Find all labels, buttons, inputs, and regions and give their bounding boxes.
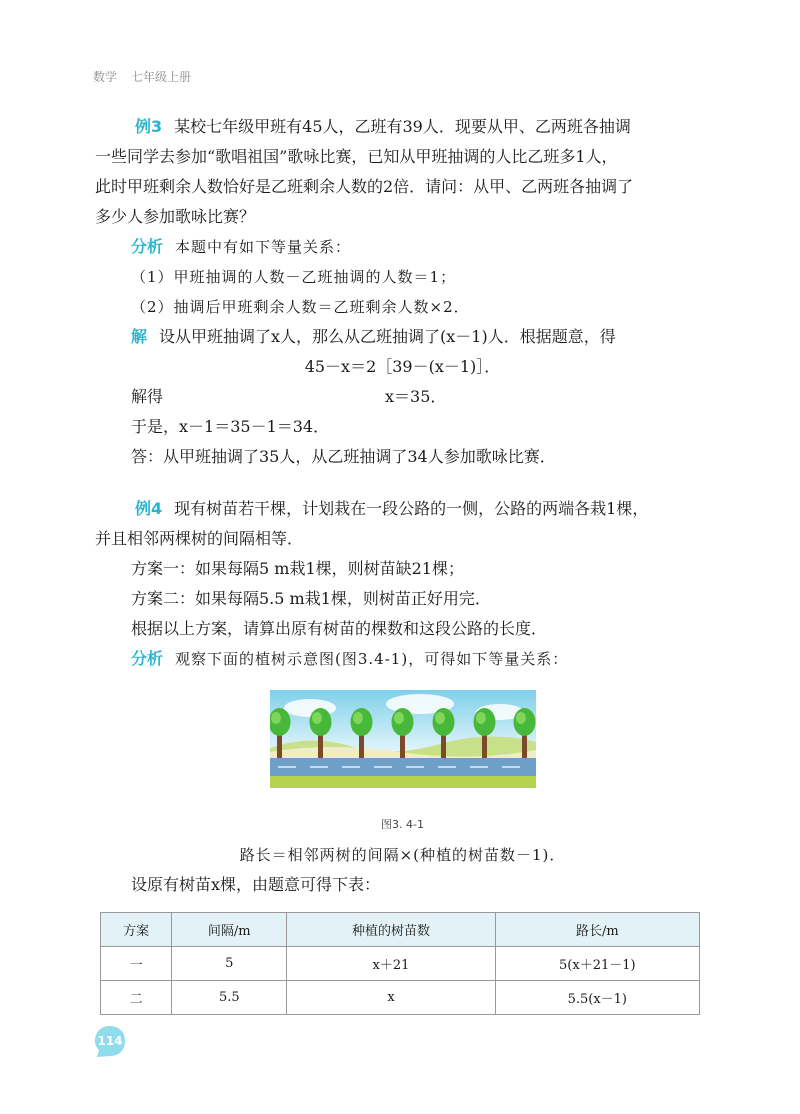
page-header: [93, 68, 191, 85]
example3-analysis: [95, 232, 710, 262]
table-header-row: [101, 913, 700, 947]
example3-line2: 一些同学去参加“歌唱祖国”歌咏比赛，已知从甲班抽调的人比乙班多1人，: [95, 147, 618, 166]
table-cell: 5(x＋21－1): [495, 947, 699, 981]
table-cell: 一: [101, 947, 172, 981]
example4-plan2: 方案二：如果每隔5.5 m栽1棵，则树苗正好用完．: [131, 589, 491, 608]
page-number-badge: [93, 1024, 127, 1058]
example3-line1: 某校七年级甲班有45人，乙班有39人．现要从甲、乙两班各抽调: [174, 117, 631, 136]
example4-plan1: 方案一：如果每隔5 m栽1棵，则树苗缺21棵；: [131, 559, 464, 578]
roadside-grass: [270, 776, 536, 788]
example3-label: 例3: [135, 117, 163, 136]
table-cell: x: [287, 981, 495, 1015]
table-cell: 5.5: [172, 981, 287, 1015]
example3-answer: 答：从甲班抽调了35人，从乙班抽调了34人参加歌咏比赛．: [131, 447, 556, 466]
figure-caption: 图3. 4-1: [381, 818, 424, 831]
example3-line3: 此时甲班剩余人数恰好是乙班剩余人数的2倍．请问：从甲、乙两班各抽调了: [95, 177, 634, 196]
table-cell: x＋21: [287, 947, 495, 981]
table-setup-text: 设原有树苗x棵，由题意可得下表：: [131, 875, 381, 894]
example3-relation2: （2）抽调后甲班剩余人数＝乙班剩余人数×2．: [131, 298, 470, 316]
table-row: [101, 981, 700, 1015]
table-header-cell: 种植的树苗数: [287, 913, 495, 947]
tree-planting-figure: [95, 690, 710, 810]
example3-solution-text: 设从甲班抽调了x人，那么从乙班抽调了(x－1)人．根据题意，得: [159, 327, 616, 346]
example3-then: 于是，x－1＝35－1＝34．: [131, 417, 330, 436]
example4-analysis: [95, 644, 710, 674]
plan-table: [100, 912, 700, 1015]
example3-solve-word: 解得: [131, 387, 164, 406]
example4-analysis-label: 分析: [131, 649, 164, 668]
page-number: 114: [97, 1034, 123, 1048]
example3-solution-label: 解: [131, 327, 148, 346]
example4-line1: 现有树苗若干棵，计划栽在一段公路的一侧，公路的两端各栽1棵，: [174, 499, 649, 518]
example3-paragraph: [95, 112, 710, 142]
example4-question: 根据以上方案，请算出原有树苗的棵数和这段公路的长度．: [131, 619, 548, 638]
example3-equation: 45－x＝2［39－(x－1)］．: [304, 357, 501, 376]
table-header-cell: 间隔/m: [172, 913, 287, 947]
table-row: [101, 947, 700, 981]
example3-relation1: （1）甲班抽调的人数－乙班抽调的人数＝1；: [131, 268, 457, 286]
page-content: [95, 112, 710, 1015]
example3-solution: [95, 322, 710, 352]
example4-label: 例4: [135, 499, 163, 518]
table-header-cell: 路长/m: [495, 913, 699, 947]
example4-analysis-text: 观察下面的植树示意图(图3.4-1)，可得如下等量关系：: [175, 650, 569, 668]
header-grade: 七年级上册: [131, 70, 192, 84]
table-cell: 5.5(x－1): [495, 981, 699, 1015]
header-subject: 数学: [93, 70, 118, 84]
table-header-cell: 方案: [101, 913, 172, 947]
table-cell: 二: [101, 981, 172, 1015]
example4-line2: 并且相邻两棵树的间隔相等．: [95, 529, 304, 548]
example3-analysis-label: 分析: [131, 237, 164, 256]
example3-line4: 多少人参加歌咏比赛？: [95, 207, 256, 226]
example4-paragraph: [95, 494, 710, 524]
example3-solve-result: x＝35．: [385, 387, 447, 406]
example3-analysis-intro: 本题中有如下等量关系：: [175, 238, 352, 256]
tree-planting-illustration: [270, 690, 536, 794]
road-length-formula: 路长＝相邻两树的间隔×(种植的树苗数－1)．: [239, 846, 566, 864]
table-cell: 5: [172, 947, 287, 981]
example3-solve-row: [95, 382, 710, 412]
road: [270, 758, 536, 776]
